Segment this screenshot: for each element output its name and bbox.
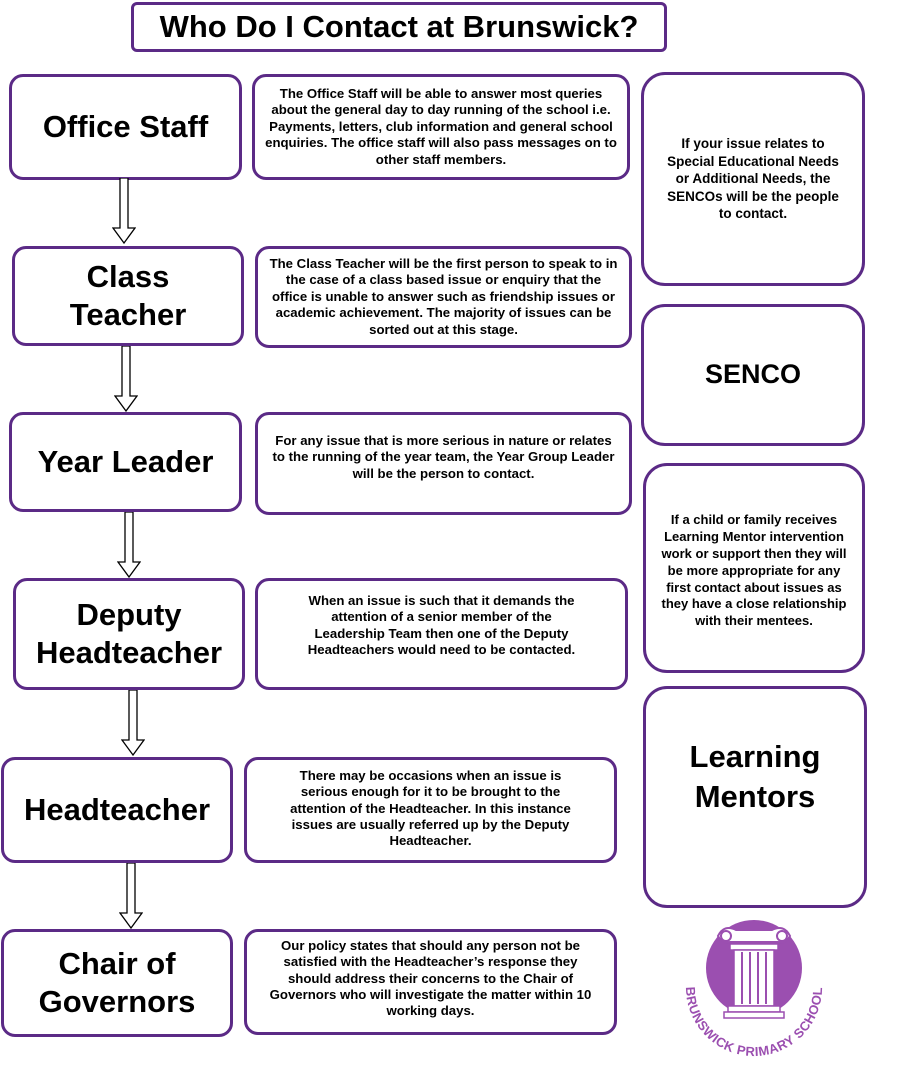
arrow-down-icon <box>121 690 145 756</box>
desc-deputy-headteacher: When an issue is such that it demands the attention of a senior member of the Leadership Team then one of the Deputy Headteachers would need to be contacted. <box>255 578 628 690</box>
arrow-down-icon <box>117 512 141 578</box>
school-logo-icon <box>674 908 834 1068</box>
senco-description: If your issue relates to Special Educational Needs or Additional Needs, the SENCOs will be the people to contact. <box>641 72 865 286</box>
senco-label: SENCO <box>641 304 865 446</box>
desc-headteacher: There may be occasions when an issue is serious enough for it to be brought to the attention of the Headteacher. In this instance issues are usually referred up by the Deputy Headteacher. <box>244 757 617 863</box>
role-deputy-headteacher: Deputy Headteacher <box>13 578 245 690</box>
desc-office-staff: The Office Staff will be able to answer most queries about the general day to day running of the school i.e. Payments, letters, club information and general school enquiries. The office staff will also pass messages on to other staff members. <box>252 74 630 180</box>
desc-class-teacher: The Class Teacher will be the first person to speak to in the case of a class based issue or enquiry that the office is unable to answer such as friendship issues or academic achievement. The majority of issues can be sorted out at this stage. <box>255 246 632 348</box>
arrow-down-icon <box>114 346 138 412</box>
role-class-teacher: Class Teacher <box>12 246 244 346</box>
role-office-staff: Office Staff <box>9 74 242 180</box>
role-headteacher: Headteacher <box>1 757 233 863</box>
desc-chair-of-governors: Our policy states that should any person not be satisfied with the Headteacher’s response they should address their concerns to the Chair of Governors who will investigate the matter within 10 working days. <box>244 929 617 1035</box>
arrow-down-icon <box>119 863 143 929</box>
desc-year-leader: For any issue that is more serious in nature or relates to the running of the year team, the Year Group Leader will be the person to contact. <box>255 412 632 515</box>
page-title: Who Do I Contact at Brunswick? <box>131 2 667 52</box>
logo-text: BRUNSWICK PRIMARY SCHOOL <box>682 986 826 1060</box>
role-year-leader: Year Leader <box>9 412 242 512</box>
mentors-label: Learning Mentors <box>643 686 867 908</box>
arrow-down-icon <box>112 178 136 244</box>
mentors-description: If a child or family receives Learning Mentor intervention work or support then they will be more appropriate for any first contact about issues as they have a close relationship with their mentees. <box>643 463 865 673</box>
role-chair-of-governors: Chair of Governors <box>1 929 233 1037</box>
